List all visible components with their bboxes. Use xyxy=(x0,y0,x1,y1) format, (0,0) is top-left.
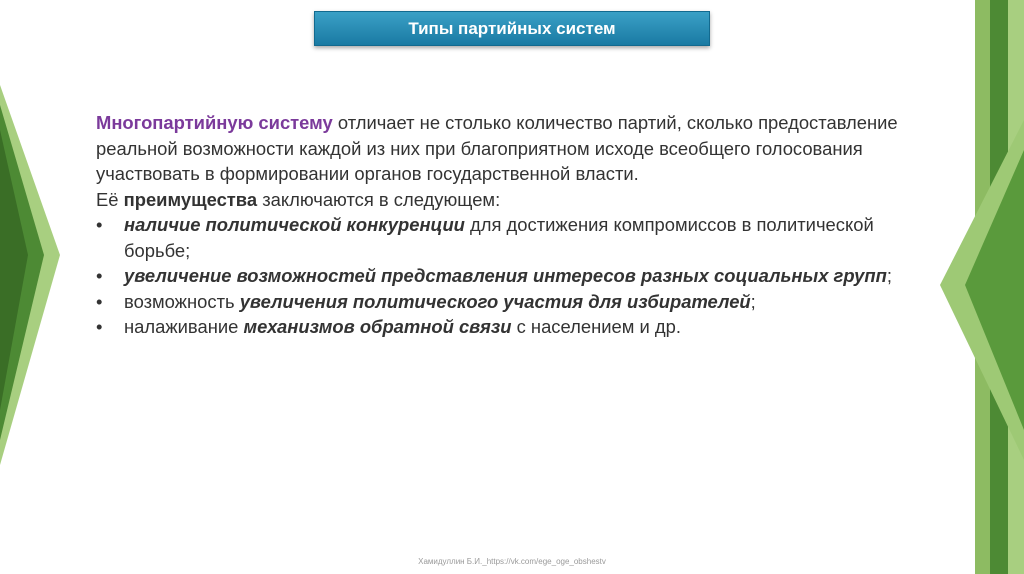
item-suffix: с населением и др. xyxy=(511,316,681,337)
item-prefix: налаживание xyxy=(124,316,244,337)
item-prefix: возможность xyxy=(124,290,240,312)
slide-body xyxy=(96,110,926,340)
item-emphasis: увеличения политического участия для избирателей xyxy=(239,290,751,312)
item-suffix: ; xyxy=(750,290,756,312)
footer-credit: Хамидуллин Б.И._https://vk.com/ege_oge_obshestv xyxy=(418,557,606,566)
advantages-intro xyxy=(96,187,926,213)
highlight-term: Многопартийную систему xyxy=(96,112,333,133)
item-suffix: для достижения компромиссов в политической борьбе; xyxy=(124,214,874,261)
list-item xyxy=(96,212,926,263)
advantages-list xyxy=(96,212,926,340)
advantages-prefix: Её xyxy=(96,188,124,210)
advantages-suffix: заключаются в следующем: xyxy=(257,188,501,210)
list-item xyxy=(96,263,926,289)
intro-paragraph xyxy=(96,110,926,187)
advantages-term: преимущества xyxy=(123,188,258,210)
list-item xyxy=(96,289,926,315)
item-emphasis: увеличение возможностей представления интересов разных социальных групп xyxy=(124,265,887,286)
item-emphasis: механизмов обратной связи xyxy=(243,316,512,337)
intro-text: отличает не столько количество партий, сколько предоставление реальной возможности каждой из них при благоприятном исходе всеобщего голосования участвовать в формировании органов государственной власти. xyxy=(96,112,898,184)
list-item xyxy=(96,314,926,340)
item-emphasis: наличие политической конкуренции xyxy=(124,214,465,235)
slide-title: Типы партийных систем xyxy=(314,11,710,46)
item-suffix: ; xyxy=(886,265,892,286)
